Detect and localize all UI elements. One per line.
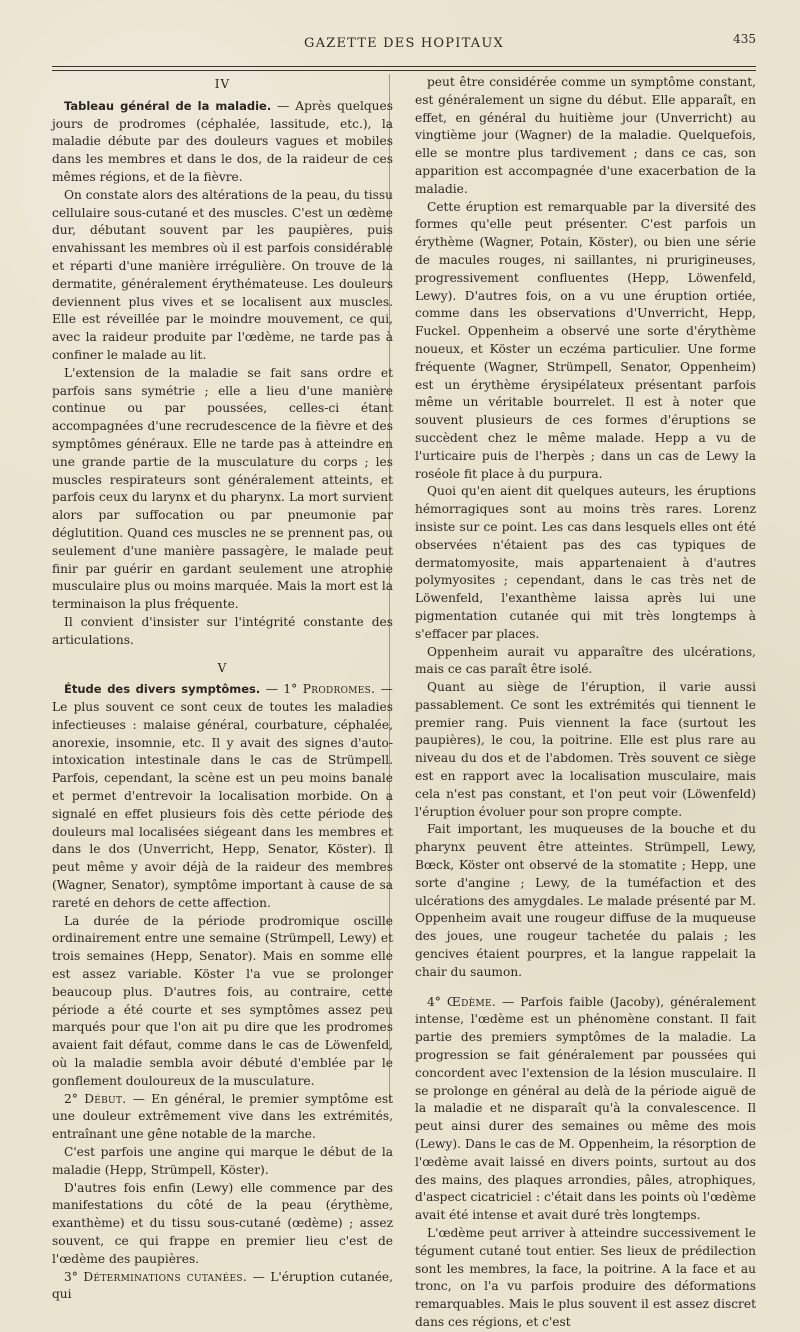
paragraph-etude-symptomes (52, 681, 393, 912)
paragraph-muqueuses: Fait important, les muqueuses de la bouche et du pharynx peuvent être atteintes. Strümpell, Lewy, Bœck, Köster ont observé de la stomatite ; Hepp, une sorte d'angine ; Lewy, de la tuméfaction et des ulcérations des amygdales. Le malade présenté par M. Oppenheim avait une rougeur diffuse de la muqueuse des joues, une rougeur tachetée du palais ; les gencives étaient pourpres, et la langue rappelait la chair du saumon. (415, 822, 756, 979)
section-heading-iv: IV (214, 77, 231, 91)
paragraph-ulcerations: Oppenheim aurait vu apparaître des ulcérations, mais ce cas paraît être isolé. (415, 644, 756, 677)
paragraph-oedeme-tegument: L'œdème peut arriver à atteindre successivement le tégument cutané tout entier. Ses lieux de prédilection sont les membres, la face, la poitrine. A la face et au tronc, on l'a vu parfois produire des déformations remarquables. Mais le plus souvent il est assez discret dans ces régions, et c'est (415, 1226, 756, 1329)
paragraph-angine: C'est parfois une angine qui marque le début de la maladie (Hepp, Strümpell, Köster). (52, 1145, 393, 1177)
paragraph-siege-eruption: Quant au siège de l'éruption, il varie aussi passablement. Ce sont les extrémités qui tiennent le premier rang. Puis viennent la face (surtout les paupières), le cou, la poitrine. Elle est plus rare au niveau du dos et de l'abdomen. Très souvent ce siège est en rapport avec la localisation musculaire, mais cela n'est pas constant, et l'on peut voir (Löwenfeld) l'éruption évoluer pour son propre compte. (415, 680, 756, 819)
paragraph-tableau-general-text: — Après quelques jours de prodromes (céphalée, lassitude, etc.), la maladie débute par des douleurs vagues et mobiles dans les membres et dans le dos, de la raideur de ces mêmes régions, et de la fièvre. (52, 98, 393, 184)
paragraph-alterations-peau: On constate alors des altérations de la peau, du tissu cellulaire sous-cutané et des muscles. C'est un œdème dur, débutant souvent par les paupières, puis envahissant les membres où il est parfois considérable et réparti d'une manière irrégulière. On trouve de la dermatite, généralement érythémateuse. Les douleurs deviennent plus vives et se localisent aux muscles. Elle est réveillée par le moindre mouvement, ce qui, avec la raideur produite par l'œdème, ne tarde pas à confiner le malade au lit. (52, 187, 393, 362)
header-rule-bottom (52, 70, 756, 71)
right-column (415, 74, 756, 1332)
subsection-prodromes: Prodromes. (302, 682, 376, 697)
paragraph-eruptions-hemorragiques: Quoi qu'en aient dit quelques auteurs, les éruptions hémorragiques sont au moins très rares. Lorenz insiste sur ce point. Les cas dans lesquels elles ont été observées n'étaient pas des cas typiques de dermatomyosite, mais appartenaient à d'autres polymyosites ; cependant, dans le cas très net de Löwenfeld, l'exanthème laissa après lui une pigmentation cutanée qui mit très longtemps à s'effacer par places. (415, 484, 756, 641)
lead-etude-symptomes: Étude des divers symptômes. (64, 682, 261, 697)
paragraph-duree-prodromique: La durée de la période prodromique oscille ordinairement entre une semaine (Strümpell, Lewy) et trois semaines (Hepp, Senator). Mais en somme elle est assez variable. Köster l'a vue se prolonger beaucoup plus. D'autres fois, au contraire, cette période a été courte et ses symptômes assez peu marqués pour que l'on ait pu dire que les prodromes avaient fait défaut, comme dans le cas de Löwenfeld, où la maladie sembla avoir débuté d'emblée par le gonflement douloureux de la musculature. (52, 913, 393, 1088)
paragraph-debut (52, 1091, 393, 1144)
paragraph-determinations-cutanees (52, 1269, 393, 1305)
left-column (52, 74, 393, 1332)
paragraph-etude-symptomes-separator: — 1° (260, 682, 303, 697)
paragraph-prodromes-text: — Le plus souvent ce sont ceux de toutes les maladies infectieuses : malaise général, courbature, céphalée, anorexie, insomnie, etc. Il y avait des signes d'auto-intoxication intestinale dans le cas de Strümpell. Parfois, cependant, la scène est un peu moins banale et permet d'entrevoir la localisation morbide. On a signalé en effet plusieurs fois dès cette période des douleurs mal localisées siégeant dans les membres et dans le dos (Unverricht, Hepp, Senator, Köster). Il peut même y avoir déjà de la raideur des membres (Wagner, Senator), symptôme important à cause de sa rareté en dehors de cette affection. (52, 682, 393, 910)
subsection-debut: Début. (84, 1091, 127, 1106)
paragraph-tableau-general (52, 98, 393, 187)
paragraph-manifestations-peau: D'autres fois enfin (Lewy) elle commence par des manifestations du côté de la peau (érythème, exanthème) et du tissu sous-cutané (œdème) ; assez souvent, ce qui frappe en premier lieu c'est de l'œdème des paupières. (52, 1180, 393, 1266)
paragraph-eruption-constante: peut être considérée comme un symptôme constant, est généralement un signe du début. Elle apparaît, en effet, en général du huitième jour (Unverricht) au vingtième jour (Wagner) de la maladie. Quelquefois, elle se montre plus tardivement ; dans ce cas, son apparition est accompagnée d'une exacerbation de la maladie. (415, 75, 756, 196)
paragraph-debut-text: — En général, le premier symptôme est une douleur extrêmement vive dans les extrémités, entraînant une gêne notable de la marche. (52, 1091, 393, 1142)
paragraph-oedeme-text: — Parfois faible (Jacoby), généralement intense, l'œdème est un phénomène constant. Il fait partie des premiers symptômes de la maladie. La progression se fait généralement par poussées qui concordent avec l'extension de la lésion musculaire. Il se prolonge en général au delà de la période aiguë de la maladie et ne disparaît qu'à la convalescence. Il peut ainsi durer des semaines ou même des mois (Lewy). Dans le cas de M. Oppenheim, la résorption de l'œdème avait laissé en divers points, surtout au dos des mains, des plaques arrondies, pâles, atrophiques, d'aspect cicatriciel : c'était dans les points où l'œdème avait été intense et avait duré très longtemps. (415, 994, 756, 1223)
paragraph-determinations-cutanees-text: — L'éruption cutanée, qui (52, 1269, 393, 1302)
subsection-debut-number: 2° (64, 1091, 85, 1106)
subsection-oedeme: Œdème. (446, 994, 497, 1009)
running-title: GAZETTE DES HOPITAUX (304, 36, 504, 51)
lead-tableau-general: Tableau général de la maladie. (64, 98, 272, 113)
section-heading-v: V (217, 660, 228, 675)
spacer (415, 982, 756, 994)
paragraph-formes-eruption: Cette éruption est remarquable par la diversité des formes qu'elle peut présenter. C'est parfois un érythème (Wagner, Potain, Köster), ou bien une série de macules rouges, ni saillantes, ni prurigineuses, progressivement confluentes (Hepp, Löwenfeld, Lewy). D'autres fois, on a vu une éruption ortiée, comme dans les observations d'Unverricht, Hepp, Fuckel. Oppenheim a observé une sorte d'érythème noueux, et Köster un eczéma particulier. Une forme fréquente (Wagner, Strümpell, Senator, Oppenheim) est un érythème érysipélateux présentant parfois même un véritable bourrelet. Il est à noter que souvent plusieurs de ces formes d'éruptions se succèdent chez le même malade. Hepp a vu de l'urticaire puis de l'herpès ; dans un cas de Lewy la roséole fit place à du purpura. (415, 199, 756, 481)
spacer (52, 650, 393, 658)
subsection-determinations-number: 3° (64, 1269, 84, 1284)
header-rule-top (52, 66, 756, 67)
paragraph-integrite-articulations: Il convient d'insister sur l'intégrité constante des articulations. (52, 614, 393, 647)
paragraph-oedeme (415, 994, 756, 1225)
article-columns (52, 74, 756, 1329)
page-header (52, 28, 756, 62)
subsection-oedeme-number: 4° (427, 994, 447, 1009)
page-number: 435 (733, 32, 756, 46)
subsection-determinations-cutanees: Déterminations cutanées. (83, 1269, 248, 1284)
paragraph-extension-maladie: L'extension de la maladie se fait sans ordre et parfois sans symétrie ; elle a lieu d'une manière continue ou par poussées, celles-ci étant accompagnées d'une recrudescence de la fièvre et des symptômes généraux. Elle ne tarde pas à atteindre en une grande partie de la musculature du corps ; les muscles respirateurs sont généralement atteints, et parfois ceux du larynx et du pharynx. La mort survient alors par suffocation ou par pneumonie par déglutition. Quand ces muscles ne se prennent pas, ou seulement d'une manière passagère, le malade peut finir par guérir en gardant seulement une atrophie musculaire plus ou moins marquée. Mais la mort est la terminaison la plus fréquente. (52, 365, 393, 612)
